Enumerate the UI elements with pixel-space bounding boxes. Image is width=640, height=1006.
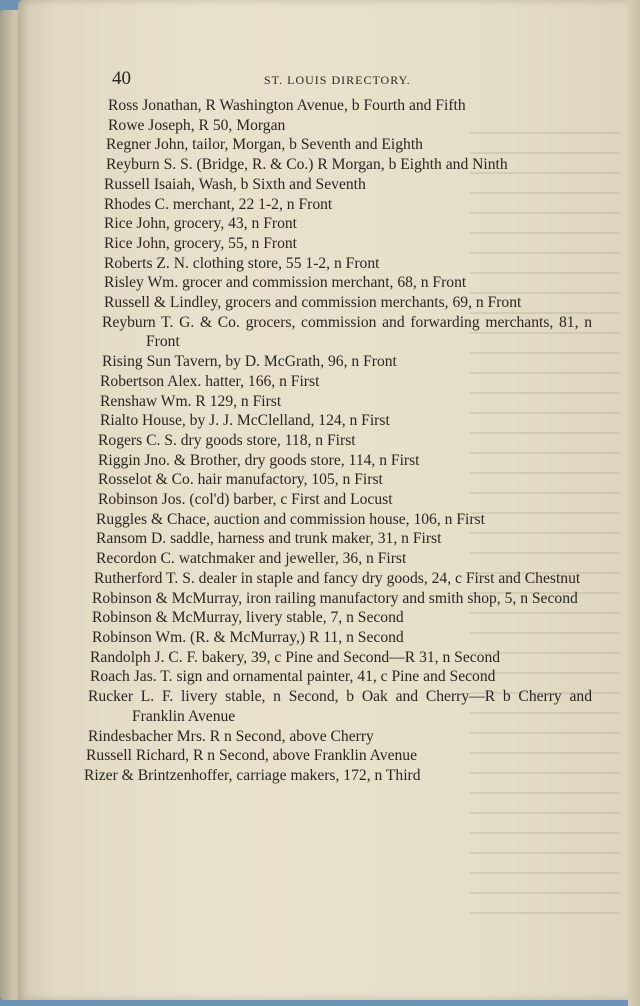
directory-entry: Rialto House, by J. J. McClelland, 124, n First xyxy=(100,412,390,430)
directory-entry: Rowe Joseph, R 50, Morgan xyxy=(108,116,286,134)
directory-entry: Robinson & McMurray, livery stable, 7, n Second xyxy=(92,609,404,627)
directory-entry: Russell Isaiah, Wash, b Sixth and Seventh xyxy=(104,175,366,193)
page-edge xyxy=(628,0,640,1006)
directory-entry: Russell Richard, R n Second, above Franklin Avenue xyxy=(86,747,418,765)
directory-entry: Robertson Alex. hatter, 166, n First xyxy=(100,372,320,390)
directory-entry: Regner John, tailor, Morgan, b Seventh and Eighth xyxy=(106,136,423,154)
directory-entry: Rice John, grocery, 55, n Front xyxy=(104,234,298,252)
directory-entry: Renshaw Wm. R 129, n First xyxy=(100,392,282,410)
directory-entry: Reyburn S. S. (Bridge, R. & Co.) R Morgan, b Eighth and Ninth xyxy=(106,156,508,174)
directory-entry: Rutherford T. S. dealer in staple and fancy dry goods, 24, c First and Chestnut xyxy=(94,569,581,587)
directory-entry: Russell & Lindley, grocers and commission merchants, 69, n Front xyxy=(104,294,522,312)
directory-entry: Rice John, grocery, 43, n Front xyxy=(104,215,298,233)
page-header xyxy=(112,68,592,92)
directory-entry: Ransom D. saddle, harness and trunk maker, 31, n First xyxy=(96,530,442,548)
directory-entry: Riggin Jno. & Brother, dry goods store, 114, n First xyxy=(98,451,420,469)
directory-entry: Rucker L. F. livery stable, n Second, b Oak and Cherry—R b Cherry and Franklin Avenue xyxy=(88,688,592,725)
directory-entry: Rising Sun Tavern, by D. McGrath, 96, n Front xyxy=(102,353,397,371)
directory-entry: Roberts Z. N. clothing store, 55 1-2, n Front xyxy=(104,254,380,272)
directory-entry: Reyburn T. G. & Co. grocers, commission and forwarding merchants, 81, n Front xyxy=(102,313,592,351)
directory-entry: Rizer & Brintzenhoffer, carriage makers, 172, n Third xyxy=(84,766,421,784)
directory-entry: Robinson & McMurray, iron railing manufactory and smith shop, 5, n Second xyxy=(92,589,578,607)
directory-entry: Ross Jonathan, R Washington Avenue, b Fourth and Fifth xyxy=(108,97,466,114)
directory-entry: Rhodes C. merchant, 22 1-2, n Front xyxy=(104,195,333,213)
directory-entry: Roach Jas. T. sign and ornamental painter, 41, c Pine and Second xyxy=(90,668,496,686)
directory-entry: Robinson Jos. (col'd) barber, c First and Locust xyxy=(98,491,393,509)
directory-entry: Risley Wm. grocer and commission merchant, 68, n Front xyxy=(104,274,467,292)
directory-entry: Rosselot & Co. hair manufactory, 105, n First xyxy=(98,471,383,489)
directory-entry: Randolph J. C. F. bakery, 39, c Pine and Second—R 31, n Second xyxy=(90,648,501,666)
directory-entries xyxy=(84,96,592,786)
directory-entry: Ruggles & Chace, auction and commission house, 106, n First xyxy=(96,510,485,528)
directory-entry: Rogers C. S. dry goods store, 118, n First xyxy=(98,431,356,449)
running-title: ST. LOUIS DIRECTORY. xyxy=(264,73,411,87)
directory-entry: Robinson Wm. (R. & McMurray,) R 11, n Second xyxy=(92,628,404,646)
page-number: 40 xyxy=(112,68,131,89)
directory-entry: Recordon C. watchmaker and jeweller, 36, n First xyxy=(96,550,407,568)
directory-entry: Rindesbacher Mrs. R n Second, above Cherry xyxy=(88,727,374,745)
